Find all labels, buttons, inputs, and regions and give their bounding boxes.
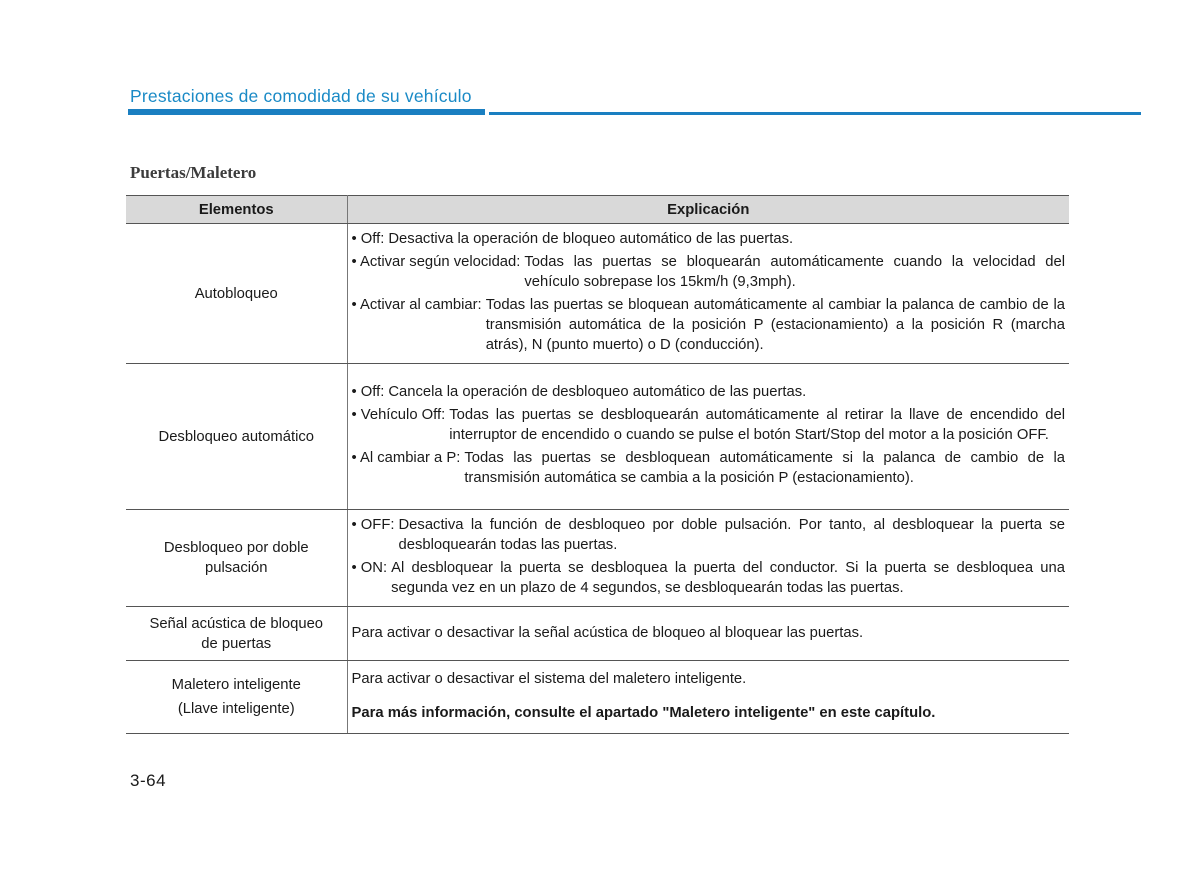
element-name: Desbloqueo automático [158, 428, 314, 445]
explanation-cell [347, 510, 1069, 607]
item-text: Desactiva la función de desbloqueo por doble pulsación. Por tanto, al desbloquear la puerta se desbloquearán todas las puertas. [398, 517, 1065, 553]
explanation-text: Para activar o desactivar la señal acústica de bloqueo al bloquear las puertas. [351, 624, 864, 641]
element-cell [126, 364, 347, 510]
element-cell [126, 661, 347, 734]
explanation-text: Para activar o desactivar el sistema del maletero inteligente. [351, 671, 747, 687]
item-label: • Off: [351, 384, 385, 400]
explanation-cell [347, 364, 1069, 510]
item-text: Todas las puertas se desbloquean automáticamente si la palanca de cambio de la transmisión automática se cambia a la posición P (estacionamiento). [464, 450, 1065, 486]
item-label: • Al cambiar a P: [351, 450, 461, 466]
table-row [126, 510, 1069, 607]
section-title: Puertas/Maletero [130, 163, 257, 182]
explanation-cell [347, 224, 1069, 364]
table-row [126, 364, 1069, 510]
explanation-cell [347, 661, 1069, 734]
element-cell [126, 224, 347, 364]
element-name: Maletero inteligente [171, 677, 301, 693]
table-row [126, 224, 1069, 364]
item-label: • Off: [351, 231, 385, 247]
element-name-continued: de puertas [201, 635, 272, 652]
reference-note: Para más información, consulte el apartado "Maletero inteligente" en este capítulo. [351, 705, 936, 721]
list-item [352, 295, 1066, 355]
element-name: Señal acústica de bloqueo [149, 615, 324, 632]
item-label: • Activar al cambiar: [351, 297, 482, 313]
list-item [352, 252, 1066, 292]
table-row [126, 661, 1069, 734]
chapter-title: Prestaciones de comodidad de su vehículo [130, 86, 472, 106]
list-item [352, 448, 1066, 488]
element-cell [126, 607, 347, 661]
item-label: • Vehículo Off: [351, 407, 446, 423]
list-item [352, 515, 1066, 555]
table-row [126, 607, 1069, 661]
explanation-cell [347, 607, 1069, 661]
item-text: Cancela la operación de desbloqueo automático de las puertas. [388, 384, 807, 400]
list-item [352, 382, 1066, 402]
column-header-explanation: Explicación [347, 196, 1069, 224]
item-text: Todas las puertas se bloquean automáticamente al cambiar la palanca de cambio de la transmisión automática de la posición P (estacionamiento) a la posición R (marcha atrás), N (punto muerto) o D (conducción). [485, 297, 1065, 353]
element-name-continued: (Llave inteligente) [177, 701, 295, 717]
item-text: Al desbloquear la puerta se desbloquea la puerta del conductor. Si la puerta se desbloquea una segunda vez en un plazo de 4 segundos, se desbloquearán todas las puertas. [391, 560, 1065, 596]
item-label: • Activar según velocidad: [351, 254, 521, 270]
header-rule [489, 112, 1141, 115]
list-item [352, 558, 1066, 598]
settings-table [126, 195, 1069, 734]
item-text: Desactiva la operación de bloqueo automático de las puertas. [388, 231, 794, 247]
list-item [352, 405, 1066, 445]
item-label: • OFF: [351, 517, 395, 533]
element-cell [126, 510, 347, 607]
column-header-elements: Elementos [126, 196, 347, 224]
element-name: Desbloqueo por doble [163, 540, 309, 556]
element-name-continued: pulsación [204, 560, 268, 576]
item-text: Todas las puertas se desbloquearán automáticamente al retirar la llave de encendido del interruptor de encendido o cuando se pulse el botón Start/Stop del motor a la posición OFF. [449, 407, 1065, 443]
item-label: • ON: [351, 560, 388, 576]
header-rule-accent [128, 109, 485, 115]
table-header-row [126, 196, 1069, 224]
list-item [352, 229, 1066, 249]
page-number: 3-64 [130, 771, 167, 790]
element-name: Autobloqueo [194, 285, 278, 302]
item-text: Todas las puertas se bloquearán automáticamente cuando la velocidad del vehículo sobrepase los 15km/h (9,3mph). [524, 254, 1065, 290]
